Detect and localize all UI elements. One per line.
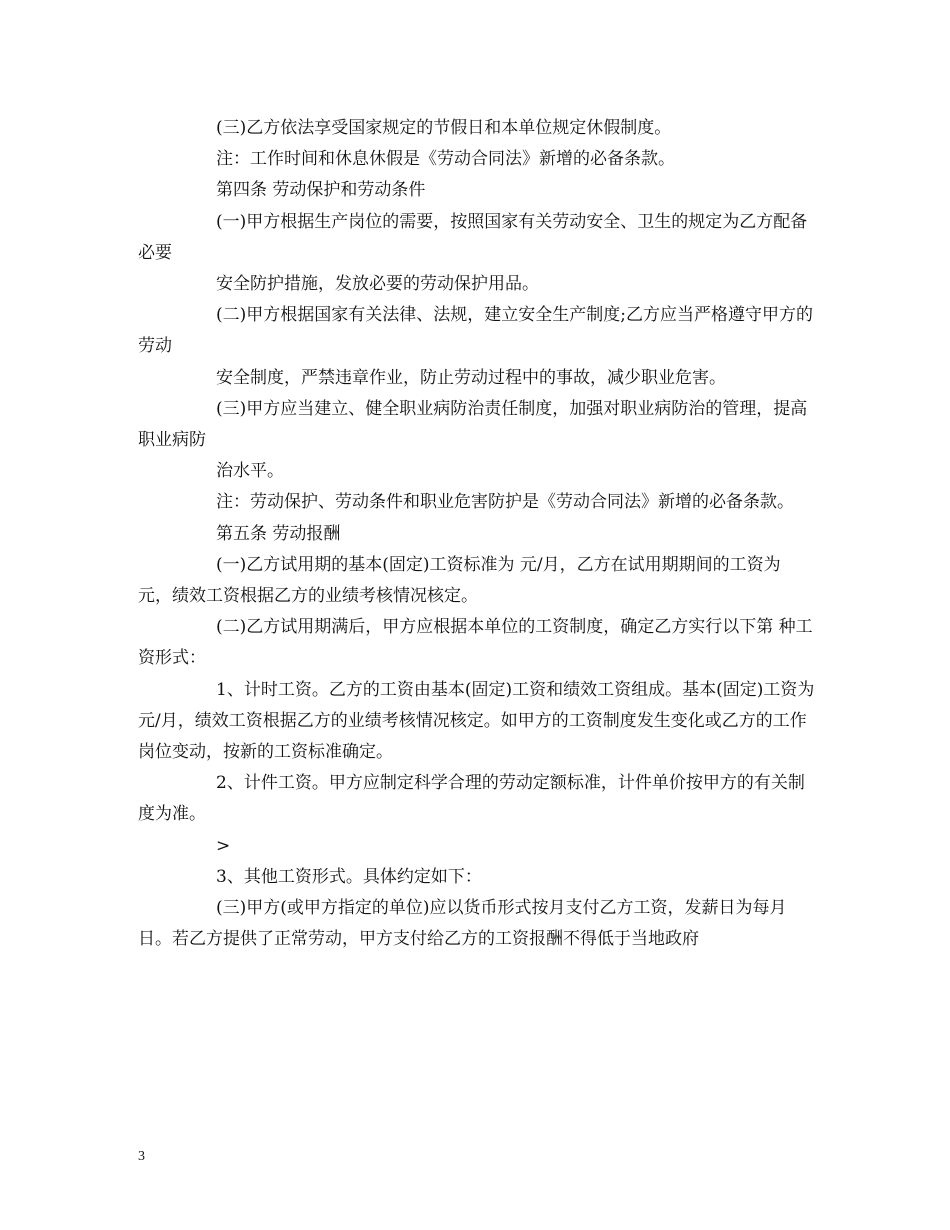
paragraph: 2、计件工资。甲方应制定科学合理的劳动定额标准，计件单价按甲方的有关制度为准。 — [138, 773, 805, 825]
paragraph: (三)甲方(或甲方指定的单位)应以货币形式按月支付乙方工资，发薪日为每月 日。若乙方提供了正常劳动，甲方支付给乙方的工资报酬不得低于当地政府 — [138, 898, 792, 950]
section-heading: 第五条 劳动报酬 — [216, 523, 341, 544]
paragraph: (一)乙方试用期的基本(固定)工资标准为 元/月，乙方在试用期期间的工资为 元，绩效工资根据乙方的业绩考核情况核定。 — [138, 554, 787, 607]
paragraph: (三)甲方应当建立、健全职业病防治责任制度，加强对职业病防治的管理，提高职业病防 — [138, 398, 808, 451]
paragraph: (三)乙方依法享受国家规定的节假日和本单位规定休假制度。 — [216, 118, 672, 138]
paragraph: 注：劳动保护、劳动条件和职业危害防护是《劳动合同法》新增的必备条款。 — [216, 492, 794, 513]
paragraph: (二)甲方根据国家有关法律、法规，建立安全生产制度;乙方应当严格遵守甲方的劳动 — [138, 305, 813, 357]
paragraph: > — [216, 835, 231, 856]
page-number: 3 — [138, 1149, 145, 1164]
paragraph: (二)乙方试用期满后，甲方应根据本单位的工资制度，确定乙方实行以下第 种工资形式： — [138, 617, 813, 669]
section-heading: 第四条 劳动保护和劳动条件 — [216, 180, 426, 201]
paragraph: 3、其他工资形式。具体约定如下： — [216, 866, 482, 887]
paragraph: 安全制度，严禁违章作业，防止劳动过程中的事故，减少职业危害。 — [216, 367, 726, 388]
paragraph: 安全防护措施，发放必要的劳动保护用品。 — [216, 274, 539, 295]
paragraph: 治水平。 — [216, 461, 284, 482]
document-body — [138, 113, 818, 955]
paragraph: 注：工作时间和休息休假是《劳动合同法》新增的必备条款。 — [216, 149, 675, 170]
paragraph: (一)甲方根据生产岗位的需要，按照国家有关劳动安全、卫生的规定为乙方配备必要 — [138, 211, 808, 263]
paragraph: 1、计时工资。乙方的工资由基本(固定)工资和绩效工资组成。基本(固定)工资为 元/月，绩效工资根据乙方的业绩考核情况核定。如甲方的工资制度发生变化或乙方的工作岗位变动，按新的工资标准确定。 — [138, 679, 820, 763]
